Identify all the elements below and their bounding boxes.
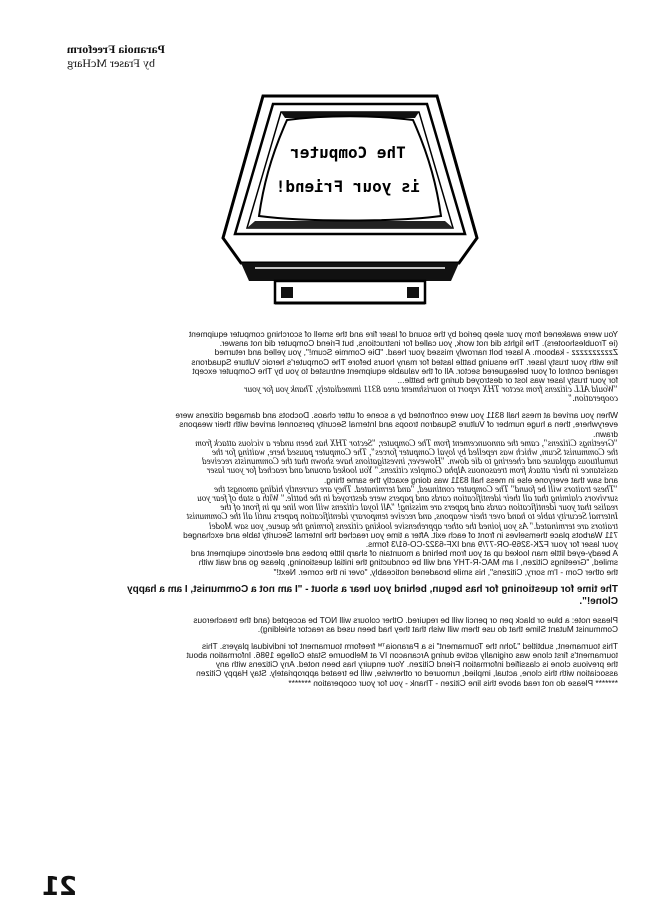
- text-line: This tournament, subtitled "John the Tournament" is a Paranoia™ freeform tournament for individual players. This: [201, 640, 618, 651]
- paragraph-mess-hall: [30, 411, 618, 577]
- text-line: tournament's first clone was originally active during Arcanacon IV at Melbourne State College 1986. Information about: [186, 649, 618, 660]
- screen-text-line-1: The Computer: [290, 143, 406, 162]
- text-line: Communist Mutant Slime that do use them will wish that they had been used as reactor shielding).: [257, 623, 618, 634]
- text-line: You were awakened from your sleep period by the sound of laser fire and the smell of scorching computer equipment: [188, 329, 618, 339]
- text-line: Clone!".: [579, 596, 618, 608]
- text-line: (ie Troubleshooters). The lights did not work, you called for instructions, but Friend Computer did not answer.: [219, 338, 618, 349]
- text-line: tumultuous applause and cheering to die down. "However, investigations have shown that the Communists received: [202, 456, 618, 467]
- text-line: your laser for your FZK-3269-OR-77/9 and IXF-6322-CO-61/3 forms.: [365, 538, 618, 549]
- monitor-front-panel: [241, 263, 459, 281]
- text-line: drawn.: [593, 428, 618, 439]
- text-line: and saw that everyone else in mess hall 8311 was doing exactly the same thing.: [323, 474, 618, 485]
- article-body: [30, 330, 618, 695]
- text-line: association with this clone, actual, implied, rumoured or otherwise, will be treated appropriately. Stay Happy Citizen: [196, 668, 618, 679]
- paragraph-intro: [30, 330, 618, 404]
- page-number: 21: [42, 872, 77, 902]
- text-line: Zzzzzzzzzzz - kaboom. A laser bolt narrowly missed your head. "Die Commie Scum!", you yelled and returned: [214, 347, 618, 358]
- text-line: Please note: a blue or black pen or pencil will be required. Other colours will NOT be accepted (and the treacherous: [193, 614, 618, 625]
- text-line: everywhere, then a huge number of Vulture Squadron troops and Internal Security personnel arrived with their weapons: [179, 419, 618, 430]
- screen-text-line-2: is your Friend!: [275, 177, 421, 196]
- text-line: regained control of your beleaguered sector. All of the valuable equipment entrusted to you by The Computer except: [192, 365, 618, 376]
- text-line: the Communist Scum, which was repelled by loyal Computer forces", The Computer paused here, waiting for the: [212, 446, 618, 457]
- text-line: Internal Security table to hand over their weapons, and receive temporary identification papers until all the Communist: [186, 511, 618, 522]
- paragraph-questioning: [30, 584, 618, 608]
- paragraph-please-note: [30, 616, 618, 634]
- text-line: survivors claiming that all their identification cards and papers were destroyed in the battle." With a stab of fear you: [197, 492, 618, 503]
- monitor-screen: [259, 116, 441, 220]
- text-line: The time for questioning for has begun, behind you hear a shout - "I am not a Communist, I am a happy: [127, 584, 618, 596]
- text-line: A beady-eyed little man looked up at you from behind a mountain of sharp little probes and electronic equipment and: [190, 548, 618, 559]
- text-line: the other Com - I'm sorry, Citizens", his smile broadened noticeably, "over in the corner. Next!": [273, 566, 618, 577]
- text-line: traitors are terminated." As you joined the other apprehensive looking citizens forming the queue, you saw Model: [209, 520, 618, 531]
- text-line: "Would ALL citizens from sector THX report to nourishment area 8311 immediately, Thank you for your: [244, 384, 618, 395]
- text-line: for your trusty laser was lost or destroyed during the battle...: [397, 375, 618, 386]
- text-line: 711 Warbots place themselves in front of each exit. After a time you reached the Internal Security table and exchanged: [183, 529, 618, 540]
- text-line: fire with your trusty laser. The ensuing battle lasted for many hours before The Computer's heroic Vulture Squadrons: [191, 356, 618, 367]
- article-byline: by Fraser McHarg: [67, 56, 155, 70]
- text-line: When you arrived at mess hall 8311 you were confronted by a scene of utter chaos. Docbots and damaged citizens were: [175, 410, 618, 421]
- text-line: ******* Please do not read above this line Citizen - Thank - you for your cooperation *******: [288, 677, 618, 688]
- text-line: "These traitors will be found" The Computer continued, "and terminated. They are currently hiding amongst the: [214, 483, 618, 494]
- monitor-stand: [275, 281, 425, 303]
- text-line: "Greetings Citizens", came the announcement from The Computer, "Sector THX has been under a vicious attack from: [195, 437, 618, 448]
- text-line: smiled, "Greetings Citizen, I am MAC-R-THY and will be conducting the initial questioning, please go and wait with: [198, 557, 618, 568]
- computer-monitor-illustration: [215, 88, 485, 318]
- article-title: Paranoia Freeform: [66, 42, 165, 56]
- text-line: the previous clone is classified information Friend Citizen. Your enquiry has been noted. Any Citizens with any: [215, 659, 618, 670]
- text-line: cooperation.": [568, 393, 618, 404]
- article-header: [25, 42, 165, 70]
- text-line: realise that your identification cards and papers are missing! "All loyal citizens will now line up in front of the: [220, 502, 618, 513]
- text-line: assistance in their attack from treasonous Alpha Complex citizens." You looked around and reached for your laser: [206, 465, 618, 476]
- paragraph-tournament-info: [30, 642, 618, 688]
